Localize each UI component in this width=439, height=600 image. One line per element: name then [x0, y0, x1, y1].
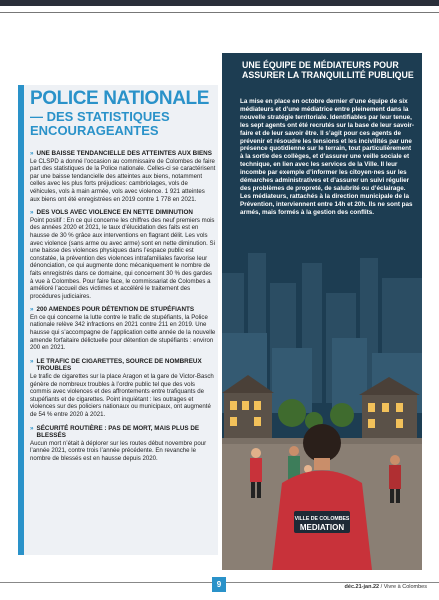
page-number: 9 — [212, 577, 226, 592]
badge-line2: MEDIATION — [299, 523, 345, 532]
chevron-right-icon: » — [30, 357, 34, 365]
section-heading — [30, 358, 216, 373]
section-amendes — [30, 306, 216, 352]
section-heading-text: LE TRAFIC DE CIGARETTES, SOURCE DE NOMBREUX TROUBLES — [36, 357, 202, 373]
section-body: Le trafic de cigarettes sur la place Aragon et la gare de Victor-Basch génère de nombreux troubles à l’ordre public tel que des vols commis avec violences et des affrontements entre trafiquants de stupéfiants et de cigarettes. Point inquiétant : les outrages et violences sur des policiers nationaux ou municipaux, ont augmenté de 54 % entre 2020 à 2021. — [30, 373, 214, 418]
section-heading — [30, 425, 216, 440]
section-vols — [30, 209, 216, 300]
article-subtitle: — DES STATISTIQUES ENCOURAGEANTES — [30, 109, 170, 138]
section-heading — [30, 306, 216, 314]
section-heading-text: SÉCURITÉ ROUTIÈRE : PAS DE MORT, MAIS PLUS DE BLESSÉS — [36, 424, 200, 440]
panel-text — [240, 98, 416, 217]
section-securite-routiere — [30, 425, 216, 463]
section-body: En ce qui concerne la lutte contre le trafic de stupéfiants, la Police nationale relève 342 infractions en 2021 contre 211 en 2019. Une hausse qui s’accompagne de l’application cette année de la nouvelle amende forfaitaire délictuelle pour détention de stupéfiants : environ 200 en 2021. — [30, 313, 216, 352]
badge-line1: VILLE DE COLOMBES — [294, 516, 350, 522]
panel-title: UNE ÉQUIPE DE MÉDIATEURS POUR ASSURER LA TRANQUILLITÉ PUBLIQUE — [242, 60, 414, 80]
section-body: Aucun mort n’était à déplorer sur les routes début novembre pour l’année 2021, contre trois l’année précédente. En revanche le nombre de blessés est en hausse depuis 2020. — [30, 439, 207, 462]
mediateurs-panel — [222, 53, 422, 570]
chevron-right-icon: » — [30, 209, 34, 217]
article-title: POLICE NATIONALE — [30, 88, 210, 109]
panel-paragraph: La mise en place en octobre dernier d’une équipe de six médiateurs et d’une médiatrice entre pleinement dans la nouvelle stratégie territoriale. Identifiables par leur tenue, les sept agents ont été recrutés sur la base de leur savoir-faire et de leur savoir être. Il s’agit pour ces agents de prévenir et résoudre les tensions et les incivilités par une présence quotidienne sur le terrain, tout particulièrement à la sortie des collèges, et d’assurer une veille sociale et technique, en lien avec les services de la Ville. Il leur incombe par exemple d’informer les citoyen·nes sur les démarches administratives et d’assurer un suivi régulier des problèmes de propreté, de salubrité ou d’éclairage. Les médiateurs, rattachés à la direction municipale de la Prévention, interviennent entre 14h et 20h. Ils ne sont pas armés, mais formés à la gestion des conflits. — [240, 98, 414, 216]
footer-issue — [345, 584, 427, 590]
mediator-illustration — [222, 253, 422, 570]
footer-separator: / — [379, 584, 384, 590]
section-body: Point positif : En ce qui concerne les chiffres des neuf premiers mois des années 2020 et 2021, le taux d’élucidation des faits est en hausse de 30 % grâce aux interventions en flagrant délit. Les vols avec violence (sans arme ou avec arme) sont en nette diminution. Si une baisse des violences physiques dans l’espace public est constatée, la prévention des violences intrafamiliales favorise leur dénonciation, ce qui augmente donc mécaniquement le nombre de faits enregistrés dans ce domaine, qui concernent 30 % des gardes à vue à Colombes. Pour faire face, le commissariat de Colombes a amélioré l’accueil des victimes et accéléré le traitement des procédures judiciaires. — [30, 216, 215, 300]
top-rule — [0, 0, 439, 6]
section-heading-text: 200 AMENDES POUR DÉTENTION DE STUPÉFIANTS — [36, 306, 195, 314]
top-thin-rule — [0, 12, 439, 13]
accent-bar — [18, 85, 24, 555]
chevron-right-icon: » — [30, 150, 34, 157]
chevron-right-icon: » — [30, 424, 34, 432]
footer-magazine: Vivre à Colombes — [383, 584, 427, 590]
section-heading-text: DES VOLS AVEC VIOLENCE EN NETTE DIMINUTION — [36, 209, 193, 217]
police-nationale-box — [18, 85, 218, 555]
section-body: Le CLSPD a donné l’occasion au commissaire de Colombes de faire part des statistiques de la Police nationale. Celles-ci se caractérisent par une baisse tendancielle des atteintes aux biens, notamment celles avec les plus forts préjudices: cambriolages, vols de véhicules, vols à main armée, vols avec violence. 1 921 atteintes aux biens ont été enregistrées en 2019 contre 1 778 en 2021. — [30, 157, 216, 203]
section-biens — [30, 150, 216, 203]
section-heading-text: UNE BAISSE TENDANCIELLE DES ATTEINTES AUX BIENS — [36, 150, 212, 157]
footer-date: déc.21-jan.22 — [344, 584, 380, 590]
section-heading — [30, 150, 216, 158]
section-heading — [30, 209, 216, 217]
chevron-right-icon: » — [30, 306, 34, 314]
section-cigarettes — [30, 358, 216, 419]
police-nationale-content — [30, 89, 216, 469]
